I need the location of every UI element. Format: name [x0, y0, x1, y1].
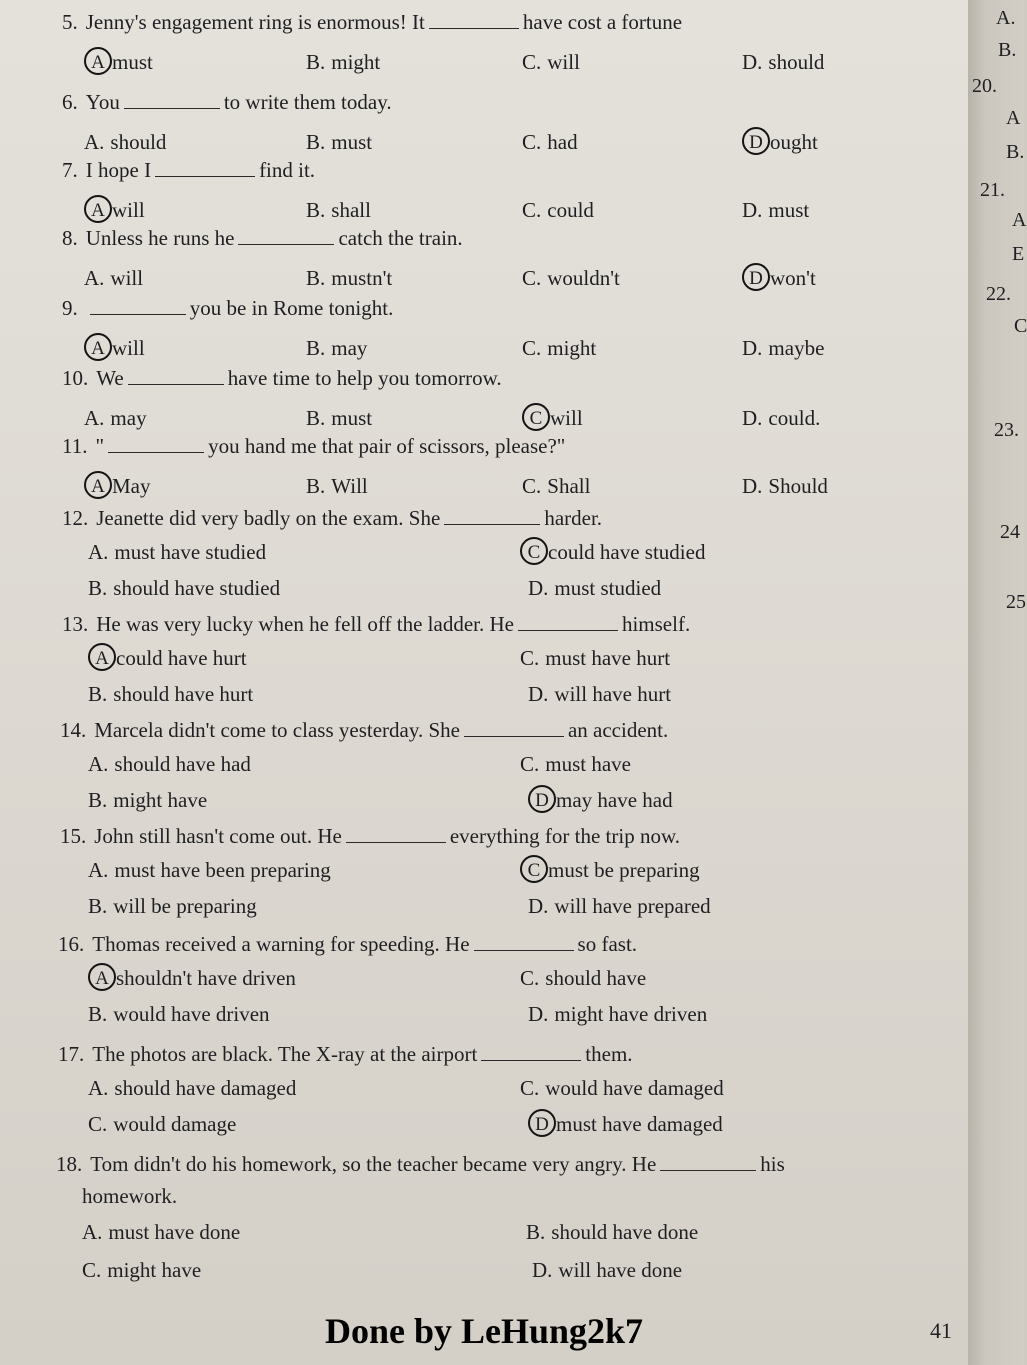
circled-answer-mark: A: [84, 471, 112, 499]
answer-blank[interactable]: [128, 370, 224, 385]
option-a[interactable]: [88, 542, 266, 563]
question-number: 9.: [62, 296, 78, 320]
option-d[interactable]: [528, 1114, 723, 1137]
question-text-after: harder.: [544, 506, 603, 530]
option-letter: D.: [742, 474, 763, 498]
option-text: won't: [770, 266, 816, 290]
option-d[interactable]: [742, 132, 818, 155]
question-text-before: Jenny's engagement ring is enormous! It: [85, 10, 425, 34]
question-text-before: Unless he runs he: [85, 226, 235, 250]
option-c[interactable]: [520, 542, 705, 565]
circled-answer-mark: D: [528, 1109, 556, 1137]
circled-answer-mark: A: [84, 333, 112, 361]
question-text-before: Thomas received a warning for speeding. He: [92, 932, 470, 956]
option-letter: B.: [306, 130, 326, 154]
option-a[interactable]: [84, 338, 145, 361]
question-10: [62, 368, 502, 389]
option-text: must: [331, 130, 373, 154]
option-letter: B.: [306, 406, 326, 430]
option-text: would damage: [113, 1112, 237, 1136]
option-c[interactable]: [82, 1260, 201, 1281]
option-text: must: [768, 198, 810, 222]
question-14: [60, 720, 668, 741]
option-text: will: [110, 266, 144, 290]
option-text: must have: [545, 752, 631, 776]
option-letter: B.: [88, 576, 108, 600]
side-page-label: C: [1014, 315, 1027, 337]
option-a[interactable]: [84, 408, 147, 429]
option-letter: C.: [88, 1112, 108, 1136]
answer-blank[interactable]: [660, 1156, 756, 1171]
option-letter: B.: [88, 894, 108, 918]
option-text: will have done: [558, 1258, 683, 1282]
option-text: will: [550, 406, 583, 430]
option-text: would have driven: [113, 1002, 270, 1026]
option-c[interactable]: [522, 408, 583, 431]
option-letter: B.: [88, 788, 108, 812]
circled-answer-mark: D: [528, 785, 556, 813]
option-a[interactable]: [84, 52, 153, 75]
question-18: [56, 1154, 785, 1175]
question-number: 12.: [62, 506, 89, 530]
side-page-label: 20.: [972, 75, 997, 97]
option-a[interactable]: [84, 200, 145, 223]
question-text-before: He was very lucky when he fell off the ladder. He: [96, 612, 514, 636]
option-a[interactable]: [84, 132, 166, 153]
option-text: will: [112, 336, 145, 360]
option-letter: B.: [88, 1002, 108, 1026]
question-number: 5.: [62, 10, 78, 34]
option-b[interactable]: [88, 1004, 270, 1025]
question-number: 10.: [62, 366, 89, 390]
option-text: should: [110, 130, 167, 154]
question-16: [58, 934, 637, 955]
question-text-after: to write them today.: [223, 90, 392, 114]
option-text: shouldn't have driven: [116, 966, 296, 990]
option-letter: A.: [84, 266, 105, 290]
question-11: [62, 436, 565, 457]
question-number: 6.: [62, 90, 78, 114]
answer-blank[interactable]: [518, 616, 618, 631]
question-text-before: I hope I: [85, 158, 152, 182]
option-d[interactable]: [742, 338, 824, 359]
option-a[interactable]: [88, 968, 296, 991]
option-text: must have done: [108, 1220, 241, 1244]
side-page-label: 22.: [986, 283, 1011, 305]
circled-answer-mark: D: [742, 127, 770, 155]
option-c[interactable]: [522, 52, 580, 73]
circled-answer-mark: A: [84, 195, 112, 223]
option-text: could.: [768, 406, 821, 430]
question-text-after: himself.: [621, 612, 691, 636]
question-text-after: you be in Rome tonight.: [189, 296, 394, 320]
option-text: will have hurt: [554, 682, 672, 706]
option-a[interactable]: [82, 1222, 240, 1243]
option-text: might have: [107, 1258, 202, 1282]
option-d[interactable]: [742, 200, 809, 221]
answer-blank[interactable]: [464, 722, 564, 737]
option-letter: C.: [520, 752, 540, 776]
option-d[interactable]: [742, 52, 824, 73]
option-c[interactable]: [522, 132, 578, 153]
answer-blank[interactable]: [429, 14, 519, 29]
option-letter: D.: [532, 1258, 553, 1282]
option-text: will be preparing: [113, 894, 257, 918]
question-17: [58, 1044, 633, 1065]
circled-answer-mark: C: [520, 537, 548, 565]
option-letter: D.: [742, 198, 763, 222]
question-text-after: have cost a fortune: [522, 10, 683, 34]
option-d[interactable]: [528, 896, 711, 917]
question-number: 15.: [60, 824, 87, 848]
option-letter: D.: [742, 50, 763, 74]
question-5: [62, 12, 682, 33]
option-c[interactable]: [520, 968, 646, 989]
question-text-after: you hand me that pair of scissors, please?": [208, 434, 566, 458]
option-b[interactable]: [306, 476, 368, 497]
option-c[interactable]: [520, 648, 670, 669]
option-a[interactable]: [88, 754, 251, 775]
side-page-label: 23.: [994, 419, 1019, 441]
option-b[interactable]: [88, 684, 253, 705]
circled-answer-mark: D: [742, 263, 770, 291]
option-text: Shall: [547, 474, 591, 498]
option-text: must have damaged: [556, 1112, 723, 1136]
question-text-before: ": [95, 434, 105, 458]
option-b[interactable]: [306, 408, 372, 429]
side-page-label: 24: [1000, 521, 1020, 543]
side-page-label: B.: [998, 39, 1017, 61]
option-letter: B.: [306, 50, 326, 74]
option-text: may: [110, 406, 147, 430]
question-text-after: an accident.: [567, 718, 669, 742]
option-letter: B.: [306, 266, 326, 290]
question-number: 18.: [56, 1152, 83, 1176]
option-d[interactable]: [742, 268, 816, 291]
option-text: must have been preparing: [114, 858, 331, 882]
option-text: will: [112, 198, 145, 222]
option-letter: C.: [522, 266, 542, 290]
side-page-label: 25: [1006, 591, 1026, 613]
option-text: must studied: [554, 576, 662, 600]
question-number: 7.: [62, 158, 78, 182]
option-text: shall: [331, 198, 371, 222]
option-letter: C.: [522, 198, 542, 222]
option-letter: A.: [84, 130, 105, 154]
page-number: 41: [930, 1318, 952, 1343]
option-text: will have prepared: [554, 894, 711, 918]
answer-blank[interactable]: [444, 510, 540, 525]
question-number: 14.: [60, 718, 87, 742]
question-number: 13.: [62, 612, 89, 636]
circled-answer-mark: A: [88, 643, 116, 671]
question-text-after: have time to help you tomorrow.: [227, 366, 502, 390]
option-c[interactable]: [522, 476, 590, 497]
option-b[interactable]: [306, 132, 372, 153]
question-number: 17.: [58, 1042, 85, 1066]
option-c[interactable]: [520, 754, 631, 775]
footer-credit: Done by LeHung2k7: [324, 1311, 644, 1351]
option-c[interactable]: [522, 200, 594, 221]
option-letter: C.: [522, 50, 542, 74]
option-text: should: [768, 50, 825, 74]
question-text-before: We: [96, 366, 124, 390]
option-text: might have: [113, 788, 208, 812]
option-letter: C.: [522, 130, 542, 154]
option-d[interactable]: [528, 790, 673, 813]
option-c[interactable]: [520, 1078, 724, 1099]
option-c[interactable]: [520, 860, 700, 883]
circled-answer-mark: A: [84, 47, 112, 75]
option-letter: C.: [522, 336, 542, 360]
option-letter: B.: [306, 198, 326, 222]
option-c[interactable]: [88, 1114, 236, 1135]
option-text: Will: [331, 474, 368, 498]
question-6: [62, 92, 392, 113]
option-letter: A.: [88, 1076, 109, 1100]
option-letter: C.: [520, 1076, 540, 1100]
option-letter: A.: [84, 406, 105, 430]
option-text: must: [112, 50, 153, 74]
option-text: could have hurt: [116, 646, 247, 670]
option-text: should have done: [551, 1220, 699, 1244]
option-letter: C.: [522, 474, 542, 498]
option-text: should have hurt: [113, 682, 254, 706]
option-text: should have: [545, 966, 647, 990]
option-b[interactable]: [306, 52, 380, 73]
option-text: might have driven: [554, 1002, 708, 1026]
option-b[interactable]: [306, 268, 392, 289]
question-text-before: Tom didn't do his homework, so the teacher became very angry. He: [90, 1152, 657, 1176]
option-letter: B.: [306, 474, 326, 498]
option-text: Should: [768, 474, 828, 498]
option-text: must have hurt: [545, 646, 671, 670]
adjacent-page-edge: [968, 0, 1027, 1365]
side-page-label: E: [1012, 243, 1025, 265]
option-d[interactable]: [528, 578, 661, 599]
option-text: would have damaged: [545, 1076, 724, 1100]
question-number: 16.: [58, 932, 85, 956]
answer-blank[interactable]: [238, 230, 334, 245]
option-letter: C.: [82, 1258, 102, 1282]
option-d[interactable]: [532, 1260, 682, 1281]
option-text: must have studied: [114, 540, 267, 564]
question-text-before: The photos are black. The X-ray at the airport: [92, 1042, 478, 1066]
option-text: will: [547, 50, 580, 74]
question-text-after: them.: [585, 1042, 633, 1066]
option-letter: B.: [88, 682, 108, 706]
option-c[interactable]: [522, 268, 620, 289]
option-text: had: [547, 130, 578, 154]
option-letter: A.: [88, 752, 109, 776]
option-b[interactable]: [88, 896, 257, 917]
option-d[interactable]: [528, 1004, 707, 1025]
option-c[interactable]: [522, 338, 596, 359]
option-d[interactable]: [742, 476, 828, 497]
option-text: ought: [770, 130, 818, 154]
circled-answer-mark: C: [522, 403, 550, 431]
side-page-label: 21.: [980, 179, 1005, 201]
option-text: may: [331, 336, 368, 360]
option-b[interactable]: [88, 790, 207, 811]
answer-blank[interactable]: [108, 438, 204, 453]
question-text-before: Marcela didn't come to class yesterday. She: [94, 718, 460, 742]
question-12: [62, 508, 602, 529]
question-text-before: You: [85, 90, 120, 114]
option-text: might: [331, 50, 381, 74]
option-a[interactable]: [88, 860, 331, 881]
question-9: [62, 298, 393, 319]
question-text-after: so fast.: [577, 932, 638, 956]
option-letter: A.: [82, 1220, 103, 1244]
option-a[interactable]: [88, 648, 247, 671]
option-text: should have had: [114, 752, 251, 776]
option-letter: D.: [528, 1002, 549, 1026]
option-a[interactable]: [84, 268, 143, 289]
option-b[interactable]: [526, 1222, 698, 1243]
option-text: May: [112, 474, 151, 498]
option-letter: B.: [526, 1220, 546, 1244]
option-text: may have had: [556, 788, 673, 812]
question-number: 8.: [62, 226, 78, 250]
option-a[interactable]: [84, 476, 151, 499]
option-letter: C.: [520, 646, 540, 670]
option-d[interactable]: [528, 684, 671, 705]
option-letter: A.: [88, 858, 109, 882]
option-d[interactable]: [742, 408, 820, 429]
option-letter: D.: [742, 336, 763, 360]
side-page-label: B.: [1006, 141, 1025, 163]
circled-answer-mark: A: [88, 963, 116, 991]
answer-blank[interactable]: [346, 828, 446, 843]
option-b[interactable]: [88, 578, 280, 599]
question-text-after: catch the train.: [338, 226, 463, 250]
answer-blank[interactable]: [155, 162, 255, 177]
option-letter: D.: [742, 406, 763, 430]
question-number: 11.: [62, 434, 88, 458]
option-text: should have studied: [113, 576, 281, 600]
question-text-wrap: homework.: [82, 1184, 178, 1208]
side-page-label: A: [1012, 209, 1027, 231]
option-letter: C.: [520, 966, 540, 990]
option-text: must be preparing: [548, 858, 700, 882]
option-letter: D.: [528, 682, 549, 706]
option-b[interactable]: [306, 200, 371, 221]
answer-blank[interactable]: [124, 94, 220, 109]
option-text: might: [547, 336, 597, 360]
answer-blank[interactable]: [90, 300, 186, 315]
option-text: should have damaged: [114, 1076, 297, 1100]
option-b[interactable]: [306, 338, 367, 359]
option-letter: B.: [306, 336, 326, 360]
question-15: [60, 826, 680, 847]
answer-blank[interactable]: [481, 1046, 581, 1061]
option-letter: A.: [88, 540, 109, 564]
option-text: must: [331, 406, 373, 430]
answer-blank[interactable]: [474, 936, 574, 951]
question-text-after: his: [760, 1152, 785, 1176]
option-text: mustn't: [331, 266, 393, 290]
question-text-before: John still hasn't come out. He: [94, 824, 342, 848]
question-text-after: everything for the trip now.: [449, 824, 681, 848]
side-page-label: A.: [996, 7, 1016, 29]
option-letter: D.: [528, 894, 549, 918]
option-text: could: [547, 198, 594, 222]
option-letter: D.: [528, 576, 549, 600]
option-a[interactable]: [88, 1078, 296, 1099]
side-page-label: A: [1006, 107, 1021, 129]
circled-answer-mark: C: [520, 855, 548, 883]
question-8: [62, 228, 463, 249]
option-text: wouldn't: [547, 266, 620, 290]
question-text-after: find it.: [259, 158, 316, 182]
question-7: [62, 160, 315, 181]
question-13: [62, 614, 690, 635]
option-text: could have studied: [548, 540, 706, 564]
option-text: maybe: [768, 336, 825, 360]
question-text-before: Jeanette did very badly on the exam. She: [96, 506, 441, 530]
